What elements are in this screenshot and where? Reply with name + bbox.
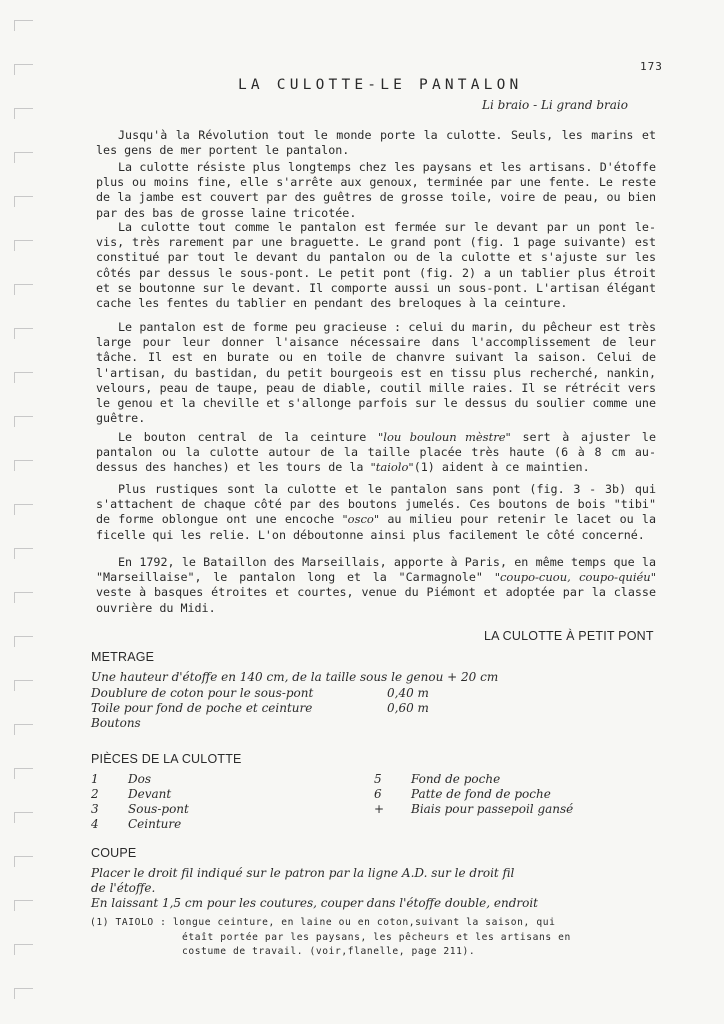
footnote-line: (1) TAIOLO : longue ceinture, en laine ou en coton,suivant la saison, qui bbox=[90, 917, 556, 928]
piece-number: 5 bbox=[374, 772, 382, 786]
body-paragraph bbox=[96, 430, 656, 476]
paragraph-text: En 1792, le Bataillon des Marseillais, apporte à Paris, en même temps que la "Marseillaise", le pantalon long et la "Carmagnole" bbox=[96, 555, 656, 585]
binder-hole bbox=[14, 504, 33, 515]
footnote-line: étaît portée par les paysans, les pêcheurs et les artisans en bbox=[182, 931, 571, 943]
binder-hole bbox=[14, 152, 33, 163]
body-paragraph: Jusqu'à la Révolution tout le monde porte la culotte. Seuls, les marins et les gens de mer portent le pantalon. bbox=[96, 128, 656, 158]
binder-hole bbox=[14, 240, 33, 251]
body-paragraph: Le pantalon est de forme peu gracieuse : celui du marin, du pêcheur est très large pour leur donner l'aisance nécessaire dans l'accomplissement de leur tâche. Il est en burate ou en toile de chanvre suivant la saison. Celui de l'artisan, du bastidan, du petit bourgeois est en tissu plus recherché, nankin, velours, peau de taupe, peau de diable, coutil mille raies. Il se rétrécit vers le genou et la cheville et s'allonge parfois sur le dessus du soulier comme une guêtre. bbox=[96, 320, 656, 426]
pattern-title: LA CULOTTE À PETIT PONT bbox=[484, 629, 654, 643]
body-paragraph bbox=[96, 555, 656, 616]
coupe-line: En laissant 1,5 cm pour les coutures, couper dans l'étoffe double, endroit bbox=[91, 896, 538, 910]
piece-label: Sous-pont bbox=[128, 802, 189, 816]
provencal-term: "osco" bbox=[342, 512, 380, 527]
metrage-item-value: 0,60 m bbox=[387, 701, 429, 715]
binder-hole bbox=[14, 988, 33, 999]
page-number: 173 bbox=[640, 60, 663, 73]
piece-number: + bbox=[374, 802, 385, 816]
provencal-term: "coupo-cuou, coupo-quiéu" bbox=[494, 570, 656, 585]
body-paragraph: La culotte résiste plus longtemps chez les paysans et les artisans. D'étoffe plus ou moins fine, elle s'arrête aux genoux, terminée par une fente. Le reste de la jambe est couvert par des guêtres de grosse toile, voire de peau, ou bien par des bas de grosse laine tricotée. bbox=[96, 160, 656, 220]
provencal-term: "lou bouloun mèstre" bbox=[378, 430, 511, 444]
binder-hole bbox=[14, 812, 33, 823]
metrage-item-value: 0,40 m bbox=[387, 686, 429, 700]
piece-number: 1 bbox=[91, 772, 99, 786]
binder-hole bbox=[14, 196, 33, 207]
page-subtitle: Li braio - Li grand braio bbox=[482, 98, 628, 112]
page-title: LA CULOTTE-LE PANTALON bbox=[238, 77, 523, 93]
piece-label: Devant bbox=[128, 787, 172, 801]
metrage-item-label: Doublure de coton pour le sous-pont bbox=[91, 686, 314, 700]
piece-number: 3 bbox=[91, 802, 99, 816]
pieces-heading: PIÈCES DE LA CULOTTE bbox=[91, 752, 242, 766]
piece-label: Biais pour passepoil gansé bbox=[411, 802, 574, 816]
binder-hole bbox=[14, 768, 33, 779]
metrage-item-label: Toile pour fond de poche et ceinture bbox=[91, 701, 313, 715]
piece-number: 6 bbox=[374, 787, 382, 801]
provencal-term: "taiolo" bbox=[370, 460, 414, 475]
binder-hole bbox=[14, 548, 33, 559]
binder-hole bbox=[14, 680, 33, 691]
metrage-line: Une hauteur d'étoffe en 140 cm, de la taille sous le genou + 20 cm bbox=[91, 670, 499, 684]
coupe-line: de l'étoffe. bbox=[91, 881, 156, 895]
binder-hole bbox=[14, 416, 33, 427]
binder-hole bbox=[14, 372, 33, 383]
footnote-line: costume de travail. (voir,flanelle, page 211). bbox=[182, 946, 476, 957]
binder-hole bbox=[14, 592, 33, 603]
binder-hole bbox=[14, 20, 33, 31]
paragraph-text: Plus rustiques sont la culotte et le pantalon sans pont (fig. 3 - 3b) qui s'attachent de chaque côté par des boutons jumelés. Ces boutons de bois "tibi" de forme oblongue ont une encoche bbox=[96, 482, 656, 527]
footnote bbox=[90, 916, 571, 960]
piece-label: Fond de poche bbox=[411, 772, 501, 786]
binder-hole bbox=[14, 636, 33, 647]
binder-hole bbox=[14, 856, 33, 867]
binder-hole bbox=[14, 284, 33, 295]
metrage-heading: METRAGE bbox=[91, 650, 155, 664]
binder-hole bbox=[14, 328, 33, 339]
piece-number: 2 bbox=[91, 787, 99, 801]
binder-hole bbox=[14, 900, 33, 911]
piece-label: Patte de fond de poche bbox=[411, 787, 551, 801]
binder-hole bbox=[14, 944, 33, 955]
coupe-heading: COUPE bbox=[91, 846, 137, 860]
binder-hole bbox=[14, 64, 33, 75]
metrage-item-label: Boutons bbox=[91, 716, 141, 730]
piece-number: 4 bbox=[91, 817, 99, 831]
binder-hole bbox=[14, 724, 33, 735]
paragraph-text: Le bouton central de la ceinture bbox=[118, 430, 378, 444]
binder-hole bbox=[14, 460, 33, 471]
binder-hole bbox=[14, 108, 33, 119]
coupe-line: Placer le droit fil indiqué sur le patron par la ligne A.D. sur le droit fil bbox=[91, 866, 515, 880]
paragraph-text: sert à ajuster le pantalon ou la culotte autour de la taille placée très haute (6 à 8 cm au-dessus des hanches) et les tours de la bbox=[96, 430, 656, 475]
body-paragraph bbox=[96, 482, 656, 543]
piece-label: Ceinture bbox=[128, 817, 182, 831]
paragraph-text: (1) aident à ce maintien. bbox=[413, 460, 590, 475]
binder-holes bbox=[14, 20, 34, 1020]
body-paragraph: La culotte tout comme le pantalon est fermée sur le devant par un pont le-vis, très rarement par une braguette. Le grand pont (fig. 1 page suivante) est constitué par tout le devant du pantalon ou de la culotte et s'ajuste sur les côtés par dessus le sous-pont. Le petit pont (fig. 2) a un tablier plus étroit et se boutonne sur le devant. Il comporte aussi un sous-pont. L'artisan élégant cache les fentes du tablier en pendant des breloques à la ceinture. bbox=[96, 220, 656, 311]
paragraph-text: veste à basques étroites et courtes, venue du Piémont et adoptée par la classe ouvrière du Midi. bbox=[96, 585, 656, 615]
piece-label: Dos bbox=[128, 772, 152, 786]
paragraph-text: au milieu pour retenir le lacet ou la ficelle qui les relie. L'on déboutonne ainsi plus facilement le côté concerné. bbox=[96, 512, 656, 542]
